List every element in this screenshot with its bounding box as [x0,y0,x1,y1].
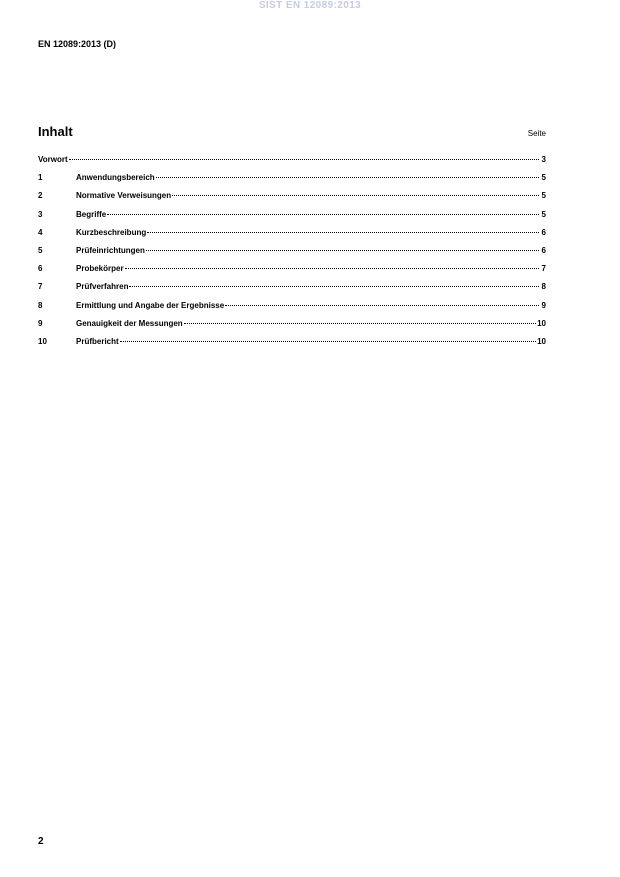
toc-entry-title: Anwendungsbereich [76,173,155,183]
toc-leader [147,232,539,233]
toc-entry-number: 1 [38,173,43,183]
toc-entry-number: 3 [38,209,43,219]
toc-entry-title: Kurzbeschreibung [76,227,147,237]
toc-entry-page: 8 [541,282,546,292]
toc-entry-8[interactable] [38,301,546,319]
toc-entry-page: 3 [541,155,546,164]
watermark: SIST EN 12089:2013 [258,0,362,11]
toc-leader [125,268,539,269]
toc-entry-page: 5 [541,209,546,219]
toc-leader [69,159,539,160]
toc-entry-number: 6 [38,264,43,274]
toc-entry-title: Prüfbericht [76,336,119,346]
toc-entry-page: 5 [541,173,546,183]
toc-entry-page: 10 [537,336,546,346]
toc-entry-2[interactable] [38,191,546,209]
toc-leader [146,250,539,251]
toc-entry-page: 6 [541,245,546,255]
toc-entry-9[interactable] [38,319,546,337]
toc-entry-6[interactable] [38,264,546,282]
toc-leader [172,195,539,196]
toc-entry-title: Normative Verweisungen [76,191,172,201]
toc-entry-page: 7 [541,264,546,274]
toc-entry-page: 9 [541,300,546,310]
document-id-header: EN 12089:2013 (D) [38,39,117,49]
table-of-contents [38,155,546,355]
toc-leader [129,286,539,287]
toc-entry-5[interactable] [38,246,546,264]
toc-entry-title: Ermittlung und Angabe der Ergebnisse [76,300,225,310]
toc-title-row [38,124,546,139]
toc-entry-10[interactable] [38,337,546,355]
toc-entry-number: 7 [38,282,43,292]
toc-entry-7[interactable] [38,282,546,300]
toc-entry-page: 5 [541,191,546,201]
toc-leader [120,341,536,342]
toc-entry-title: Vorwort [38,155,68,164]
toc-entry-number: 9 [38,318,43,328]
toc-entry-number: 4 [38,227,43,237]
toc-entry-title: Probekörper [76,264,124,274]
toc-entry-number: 8 [38,300,43,310]
toc-entry-title: Prüfeinrichtungen [76,245,145,255]
toc-entry-number: 5 [38,245,43,255]
toc-leader [184,323,536,324]
toc-entry-4[interactable] [38,228,546,246]
toc-leader [156,177,539,178]
toc-entry-vorwort[interactable] [38,155,546,173]
toc-entry-title: Begriffe [76,209,107,219]
toc-leader [107,214,539,215]
toc-entry-page: 10 [537,318,546,328]
toc-entry-number: 2 [38,191,43,201]
toc-entry-number: 10 [38,336,47,346]
toc-entry-title: Genauigkeit der Messungen [76,318,183,328]
toc-title: Inhalt [38,124,73,139]
toc-entry-3[interactable] [38,210,546,228]
page-number: 2 [38,836,44,847]
toc-entry-title: Prüfverfahren [76,282,129,292]
toc-page-label: Seite [527,129,546,138]
toc-entry-1[interactable] [38,173,546,191]
toc-entry-page: 6 [541,227,546,237]
toc-leader [225,305,539,306]
